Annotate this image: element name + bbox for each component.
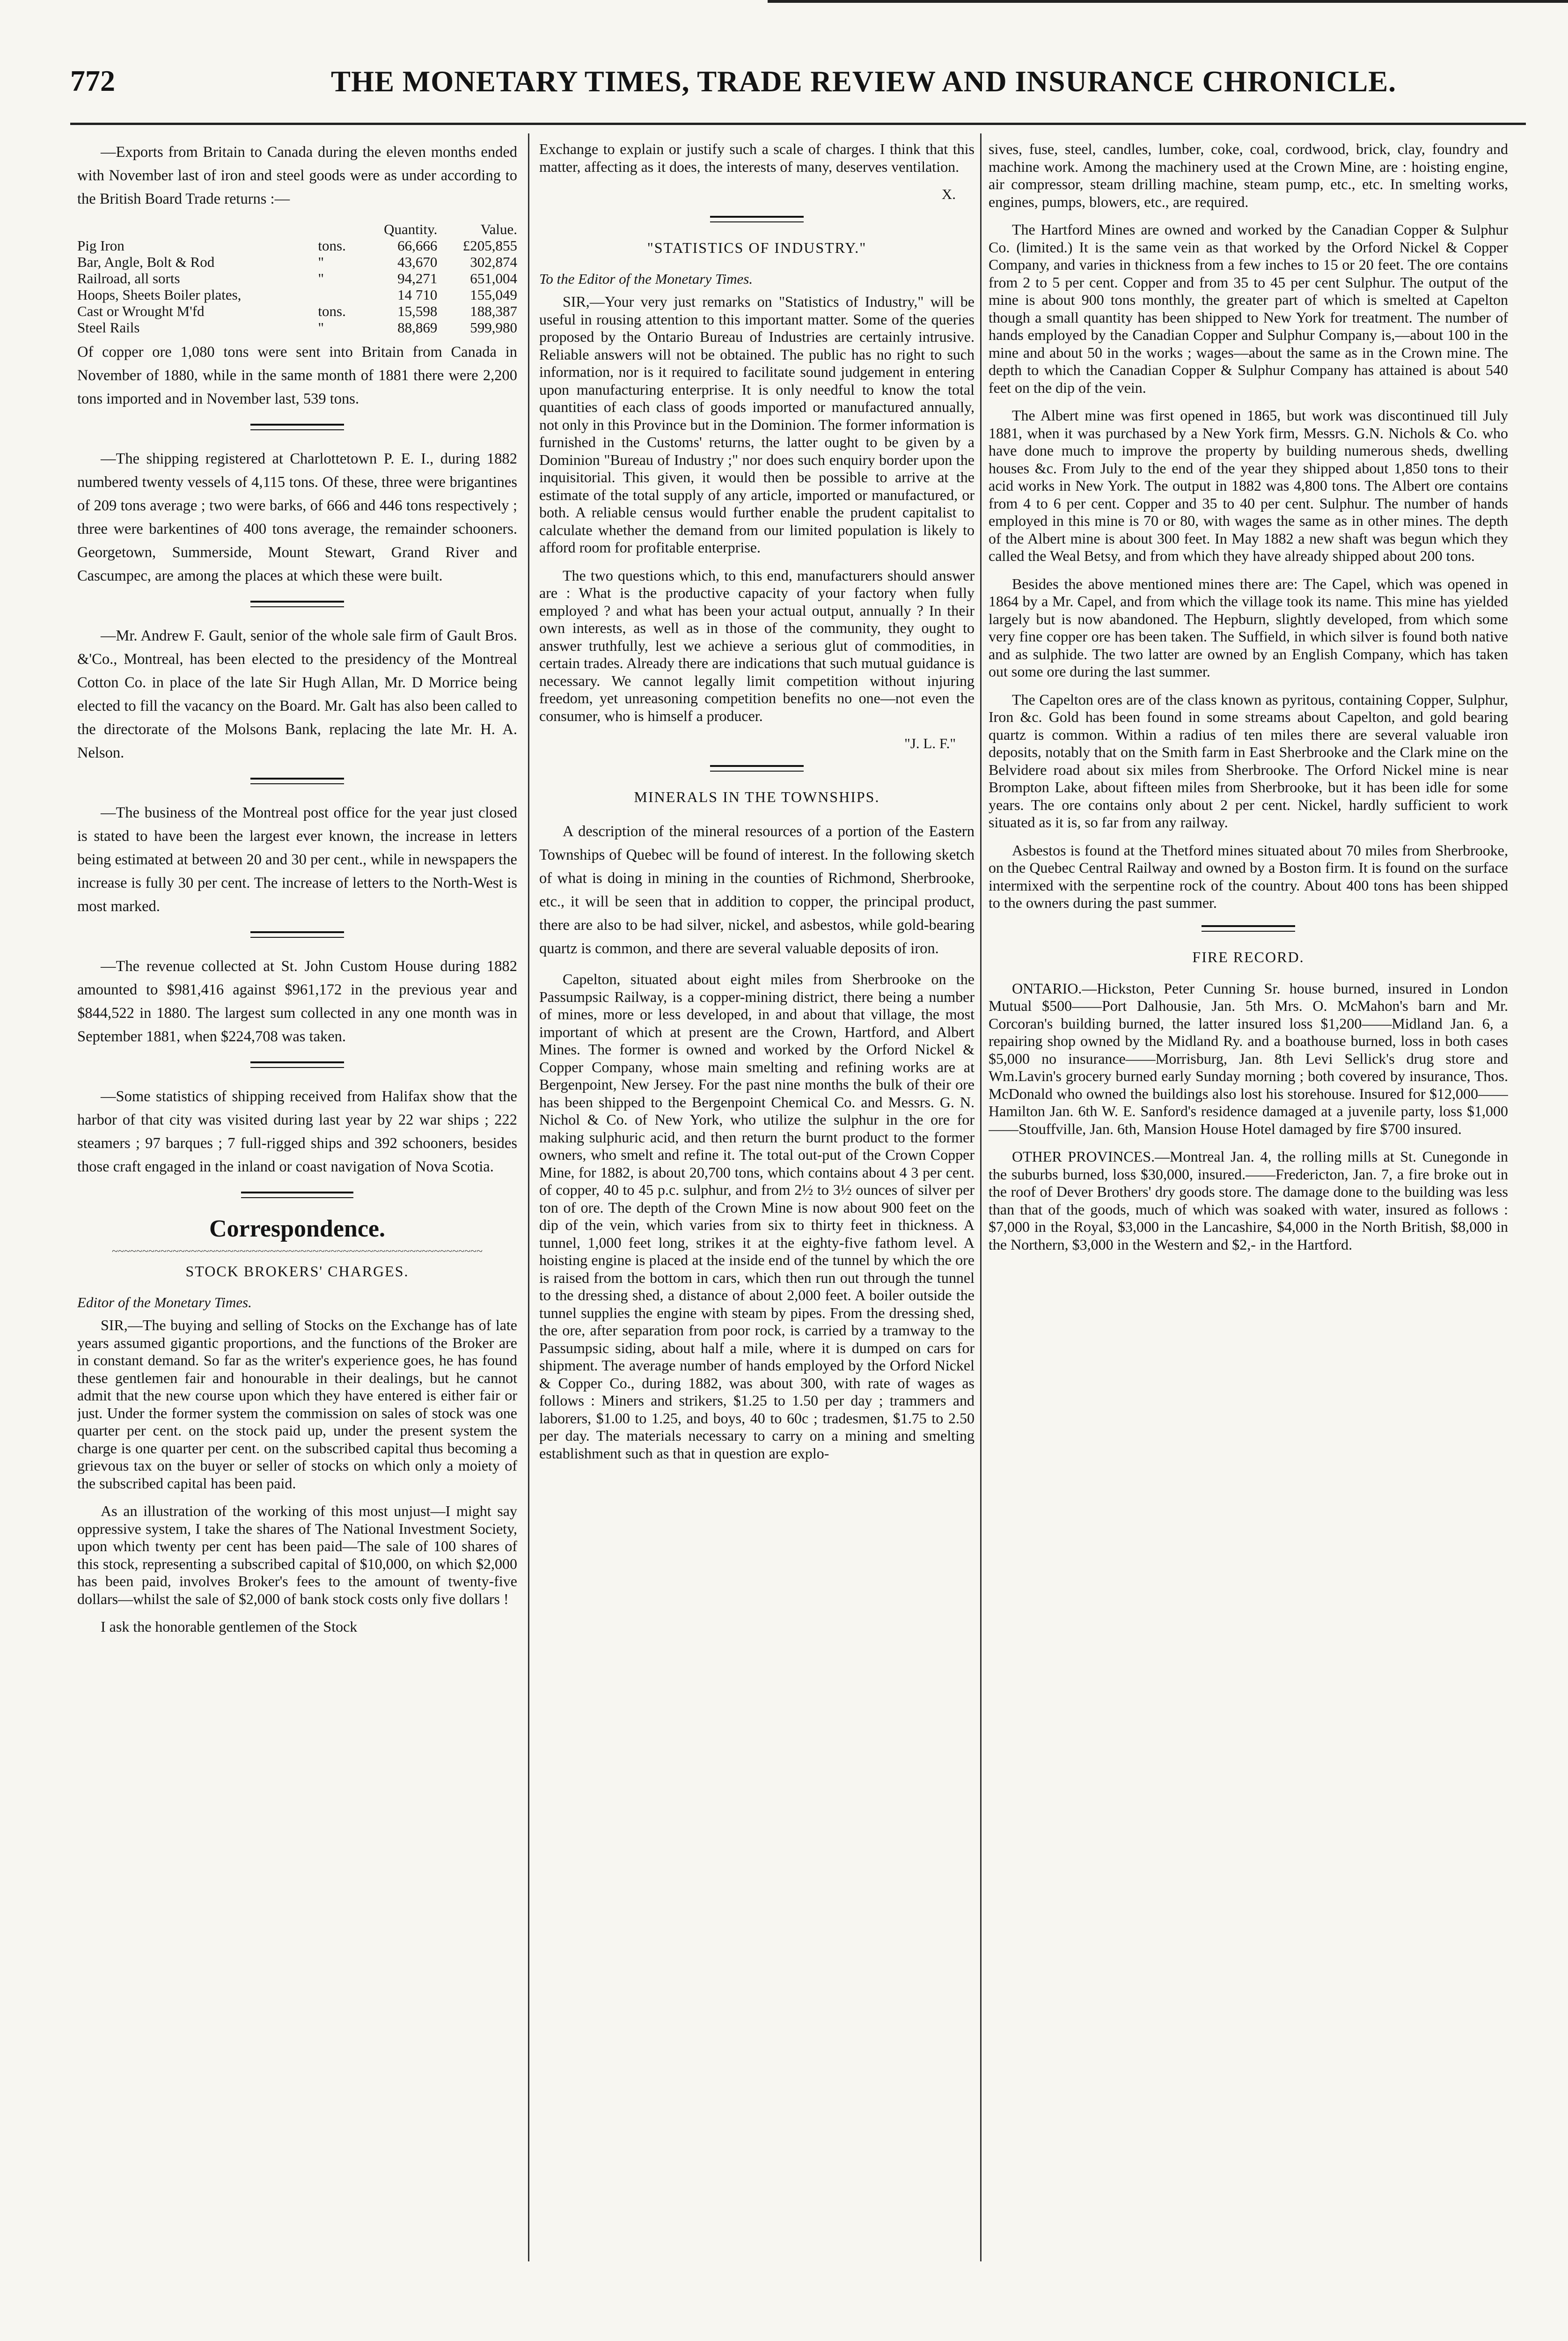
section-separator — [250, 424, 344, 430]
trade-item: Hoops, Sheets Boiler plates, — [77, 287, 242, 303]
trade-item: Bar, Angle, Bolt & Rod — [77, 254, 215, 270]
column-divider-1 — [528, 133, 529, 2261]
brokers-signature: X. — [941, 186, 956, 202]
brokers-heading: STOCK BROKERS' CHARGES. — [185, 1263, 409, 1280]
exports-intro: —Exports from Britain to Canada during the eleven months ended with November last of iron and steel goods were as under according to the British Board Trade returns :— — [77, 144, 517, 207]
trade-qty: 88,869 — [397, 319, 438, 336]
trade-value: 188,387 — [470, 303, 517, 319]
column-1 — [77, 140, 517, 2257]
brokers-continued: Exchange to explain or justify such a scale of charges. I think that this matter, affecting as it does, the interests of many, deserves ventilation. — [539, 140, 975, 175]
section-separator — [710, 765, 804, 772]
statistics-heading: "STATISTICS OF INDUSTRY." — [647, 239, 867, 256]
page-header — [70, 60, 1517, 111]
brokers-address: Editor of the Monetary Times. — [77, 1294, 252, 1310]
header-rule — [70, 123, 1526, 125]
charlottetown-shipping-paragraph: —The shipping registered at Charlottetown P. E. I., during 1882 numbered twenty vessels of 4,115 tons. Of these, three were brigantines of 209 tons average ; two were barks, of 666 and 446 tons respectively ; three were barkentines of 400 tons average, the remainder schooners. Georgetown, Summerside, Mount Stewart, Grand River and Cascumpec, are among the places at which these were built. — [77, 450, 517, 584]
trade-item: Steel Rails — [77, 319, 140, 336]
table-row — [77, 270, 517, 287]
customs-paragraph: —The revenue collected at St. John Custom House during 1882 amounted to $981,416 against $961,172 in the previous year and $844,522 in 1880. The largest sum collected in any one month was in September 1881, when $224,708 was taken. — [77, 958, 517, 1045]
minerals-paragraph-1: A description of the mineral resources of a portion of the Eastern Townships of Quebec will be found of interest. In the following sketch of what is doing in mining in the counties of Richmond, Sherbrooke, etc., it will be seen that in addition to copper, the principal product, there are also to be had silver, nickel, and asbestos, while gold-bearing quartz is common, and there are several valuable deposits of iron. — [539, 823, 975, 957]
trade-value: £205,855 — [462, 237, 517, 254]
trade-unit: " — [318, 319, 324, 336]
trade-item: Railroad, all sorts — [77, 270, 180, 287]
capelton-ores-paragraph: The Capelton ores are of the class known as pyritous, containing Copper, Sulphur, Iron &c. Gold has been found in some streams about Capelton, and gold bearing quartz is common. Within a radius of ten miles there are several valuable iron deposits, notably that on the Smith farm in East Sherbrooke and the Clark mine on the Belvidere road about six miles from Sherbrooke. The Orford Nickel mine is near Brompton Lake, about fifteen miles from Sherbrooke, but it has been idle for some years. The ore contains only about 2 per cent. Nickel, hardly sufficient to work situated as it is, so far from any railway. — [989, 691, 1508, 831]
trade-qty: 94,271 — [397, 270, 438, 287]
trade-item: Pig Iron — [77, 237, 125, 254]
trade-table-header — [77, 221, 517, 237]
column-2 — [539, 140, 975, 2257]
trade-value: 302,874 — [470, 254, 517, 270]
column-divider-2 — [980, 133, 982, 2261]
trade-col-value: Value. — [480, 221, 517, 237]
section-separator — [250, 931, 344, 938]
trade-qty: 14 710 — [397, 287, 438, 303]
section-separator — [241, 1192, 353, 1198]
trade-value: 155,049 — [470, 287, 517, 303]
trade-unit: tons. — [318, 303, 346, 319]
trade-unit: tons. — [318, 237, 346, 254]
gault-paragraph: —Mr. Andrew F. Gault, senior of the whole sale firm of Gault Bros. &'Co., Montreal, has been elected to the presidency of the Montreal Cotton Co. in place of the late Sir Hugh Allan, Mr. D Morrice being elected to fill the vacancy on the Board. Mr. Galt has also been called to the directorate of the Molsons Bank, replacing the late Mr. H. A. Nelson. — [77, 627, 517, 761]
trade-table — [77, 221, 517, 336]
section-separator — [250, 778, 344, 784]
brokers-paragraph-1: SIR,—The buying and selling of Stocks on the Exchange has of late years assumed gigantic proportions, and the functions of the Broker are in constant demand. So far as the writer's experience goes, he has found these gentlemen fair and honourable in their dealings, but he cannot admit that the new course upon which they have entered is either fair or just. Under the former system the commission on sales of stock was one quarter per cent. on the stock paid up, under the present system the charge is one quarter per cent. on the subscribed capital thus becoming a grievous tax on the buyer or seller of stocks on which only a moiety of the subscribed capital has been paid. — [77, 1317, 517, 1492]
trade-qty: 43,670 — [397, 254, 438, 270]
section-separator — [250, 1061, 344, 1068]
correspondence-heading: Correspondence. — [209, 1215, 385, 1242]
fire-record-heading: FIRE RECORD. — [1192, 948, 1304, 965]
fire-other-provinces-paragraph: OTHER PROVINCES.—Montreal Jan. 4, the rolling mills at St. Cunegonde in the suburbs burned, loss $30,000, insured.——Fredericton, Jan. 7, a fire broke out in the roof of Dever Brothers' dry goods store. The damage done to the building was less than that of the goods, much of which was soaked with water, insured as follows : $7,000 in the Royal, $3,000 in the Lancashire, $4,000 in the North British, $8,000 in the Northern, $3,000 in the Western and $2,- in the Hartford. — [989, 1148, 1508, 1253]
brokers-paragraph-3: I ask the honorable gentlemen of the Stock — [101, 1618, 358, 1635]
table-row — [77, 237, 517, 254]
other-mines-paragraph: Besides the above mentioned mines there are: The Capel, which was opened in 1864 by a Mr. Capel, and from which the village took its name. This mine has yielded largely but is now abandoned. The Hepburn, slightly developed, from which some very fine copper ore has been taken. The Suffield, in which silver is found both native and as sulphide. The two latter are owned by an English Company, which has taken out some ore during the last summer. — [989, 575, 1508, 680]
top-edge-rule — [768, 0, 1568, 3]
minerals-paragraph-2: Capelton, situated about eight miles from Sherbrooke on the Passumpsic Railway, is a copper-mining district, there being a number of mines, more or less developed, in and about that village, the most important of which at present are the Crown, Hartford, and Albert Mines. The former is owned and worked by the Orford Nickel & Copper Company, whose main smelting and refining works are at Bergenpoint, New Jersey. For the past nine months the bulk of their ore has been shipped to the Bergenpoint Chemical Co. and Messrs. G. N. Nichol & Co. of New York, who utilize the sulphur in the ore for making sulphuric acid, and then return the burnt product to the former owners, who smelt and refine it. The total out-put of the Crown Copper Mine, for 1882, is about 20,700 tons, which contains about 4 3 per cent. of copper, 40 to 45 p.c. sulphur, and from 2½ to 3½ ounces of silver per ton of ore. The depth of the Crown Mine is now about 900 feet on the dip of the vein, which varies from six to thirty feet in thickness. A tunnel, 1,000 feet long, strikes it at the eighty-five fathom level. A hoisting engine is placed at the inside end of the tunnel by which the ore is raised from the bottom in cars, which then run out through the tunnel to the dressing shed, a distance of about 2,000 feet. A boiler outside the tunnel supplies the engine with steam by pipes. From the dressing shed, the ore, after separation from poor rock, is carried by a tramway to the Passumpsic siding, about half a mile, where it is dumped on cars for shipment. The average number of hands employed by the Orford Nickel & Copper Co., during 1882, was about 300, with rate of wages as follows : Miners and strikers, $1.25 to 1.50 per day ; trammers and laborers, $1.00 to 1.25, and boys, 40 to 60c ; tradesmen, $1.75 to 2.50 per day. The materials necessary to carry on a mining and smelting establishment such as that in question are explo- — [539, 971, 975, 1462]
hartford-paragraph: The Hartford Mines are owned and worked by the Canadian Copper & Sulphur Co. (limited.) It is the same vein as that worked by the Orford Nickel & Copper Company, and varies in thickness from a few inches to 15 or 20 feet. The ore contains from 2 to 5 per cent. Copper and from 35 to 45 per cent Sulphur. The output of the mine is about 900 tons monthly, the greater part of which is smelted at Capelton though a small quantity has been shipped to New York for treatment. The number of hands employed by the Canadian Copper and Sulphur Company is,—about 100 in the mine and about 50 in the works ; wages—about the same as in the Crown mine. The depth to which the Canadian Copper & Sulphur Company has attained is about 540 feet on the dip of the vein. — [989, 221, 1508, 396]
trade-value: 651,004 — [470, 270, 517, 287]
section-separator — [1202, 925, 1295, 932]
copper-paragraph: Of copper ore 1,080 tons were sent into Britain from Canada in November of 1880, while in the same month of 1881 there were 2,200 tons imported and in November last, 539 tons. — [77, 344, 517, 407]
table-row — [77, 254, 517, 270]
table-row — [77, 287, 517, 303]
albert-paragraph: The Albert mine was first opened in 1865, but work was discontinued till July 1881, when it was purchased by a New York firm, Messrs. G.N. Nichols & Co. who have done much to improve the property by building numerous sheds, dwelling houses &c. From July to the end of the year they shipped about 1,850 tons to their acid works in New York. The output in 1882 was 4,800 tons. The Albert ore contains from 4 to 6 per cent. Copper and 35 to 40 per cent. Sulphur. The number of hands employed in this mine is 70 or 80, with wages the same as in other mines. The depth of the Albert mine is about 300 feet. In May 1882 a new shaft was begun which they called the Weal Betsy, and from which they have already shipped about 200 tons. — [989, 407, 1508, 564]
brokers-paragraph-2: As an illustration of the working of this most unjust—I might say oppressive system, I take the shares of The National Investment Society, upon which twenty per cent has been paid—The sale of 100 shares of this stock, representing a subscribed capital of $10,000, on which $2,000 has been paid, involves Broker's fees to the amount of twenty-five dollars—whilst the sale of $2,000 of bank stock costs only five dollars ! — [77, 1502, 517, 1607]
page-number: 772 — [70, 64, 115, 97]
trade-col-quantity: Quantity. — [384, 221, 438, 237]
fire-ontario-paragraph: ONTARIO.—Hickston, Peter Cunning Sr. house burned, insured in London Mutual $500——Port Dalhousie, Jan. 5th Mrs. O. McMahon's barn and Mr. Corcoran's building burned, the latter insured loss $1,200——Midland Jan. 6, a repairing shop owned by the Midland Ry. and a boathouse burned, loss in both cases $5,000 no insurance——Morrisburg, Jan. 8th Levi Sellick's drug store and Wm.Lavin's grocery burned early Sunday morning ; both covered by insurance, Thos. McDonald who owned the buildings also lost his storehouse. Insured for $12,000——Hamilton Jan. 6th W. E. Sanford's residence damaged at a juvenile party, loss $1,000——Stouffville, Jan. 6th, Mansion House Hotel damaged by fire $700 insured. — [989, 979, 1508, 1137]
statistics-paragraph-2: The two questions which, to this end, manufacturers should answer are : What is the productive capacity of your factory when fully employed ? and what has been your actual output, annually ? In their own interests, as well as in those of the community, they ought to answer truthfully, lest we achieve a serious glut of commodities, in certain trades. Already there are indications that such mutual guidance is necessary. We cannot legally limit competition without injuring freedom, yet unreasoning competition benefits no one—not even the consumer, who is himself a producer. — [539, 567, 975, 724]
trade-unit: " — [318, 270, 324, 287]
trade-item: Cast or Wrought M'fd — [77, 303, 205, 319]
halifax-paragraph: —Some statistics of shipping received from Halifax show that the harbor of that city was visited during last year by 22 war ships ; 222 steamers ; 97 barques ; 7 full-rigged ships and 392 schooners, besides those craft engaged in the inland or coast navigation of Nova Scotia. — [77, 1088, 517, 1175]
table-row — [77, 303, 517, 319]
trade-qty: 66,666 — [397, 237, 438, 254]
wavy-rule: ~~~~~~~~~~~~~~~~~~~~~~~~~~~~~~~~~~~~~~~~~~~~~~~~~~~~~~~~~~~~~ — [111, 1245, 483, 1258]
trade-value: 599,980 — [470, 319, 517, 336]
section-separator — [250, 601, 344, 607]
trade-unit — [318, 287, 359, 303]
minerals-continued: sives, fuse, steel, candles, lumber, coke, coal, cordwood, brick, clay, foundry and machine work. Among the machinery used at the Crown Mine, are : hoisting engine, air compressor, steam drilling machine, steam pump, etc., etc. In smelting works, engines, pumps, blowers, etc., are required. — [989, 140, 1508, 210]
section-separator — [710, 216, 804, 222]
asbestos-paragraph: Asbestos is found at the Thetford mines situated about 70 miles from Sherbrooke, on the Quebec Central Railway and owned by a Boston firm. It is found on the surface intermixed with the serpentine rock of the country. About 400 tons has been shipped to the owners during the past summer. — [989, 841, 1508, 911]
trade-unit: " — [318, 254, 324, 270]
statistics-address: To the Editor of the Monetary Times. — [539, 271, 753, 287]
journal-title: THE MONETARY TIMES, TRADE REVIEW AND INSURANCE CHRONICLE. — [331, 65, 1396, 98]
trade-qty: 15,598 — [397, 303, 438, 319]
statistics-signature: "J. L. F." — [904, 735, 956, 751]
post-office-paragraph: —The business of the Montreal post office for the year just closed is stated to have been the largest ever known, the increase in letters being estimated at between 20 and 30 per cent., while in newspapers the increase is fully 30 per cent. The increase of letters to the North-West is most marked. — [77, 804, 517, 915]
column-3 — [989, 140, 1508, 2257]
statistics-paragraph-1: SIR,—Your very just remarks on "Statistics of Industry," will be useful in rousing attention to this important matter. Some of the queries proposed by the Ontario Bureau of Industries are certainly intrusive. Reliable answers will not be obtained. The public has no right to such information, nor is it required to facilitate sound judgement in entering upon manufacturing enterprise. It is only needful to know the total quantities of each class of goods imported or manufactured annually, not only in this Province but in the Dominion. The former information is furnished in the Customs' returns, the latter ought to be given by a Dominion "Bureau of Industry ;" nor does such enquiry border upon the inquisitorial. This given, it would then be possible to arrive at the estimate of the total supply of any article, imported or manufactured, or both. A reliable census would further enable the prudent capitalist to calculate whether the demand from our limited population is likely to afford room for profitable enterprise. — [539, 293, 975, 556]
table-row — [77, 319, 517, 336]
minerals-heading: MINERALS IN THE TOWNSHIPS. — [634, 788, 880, 805]
